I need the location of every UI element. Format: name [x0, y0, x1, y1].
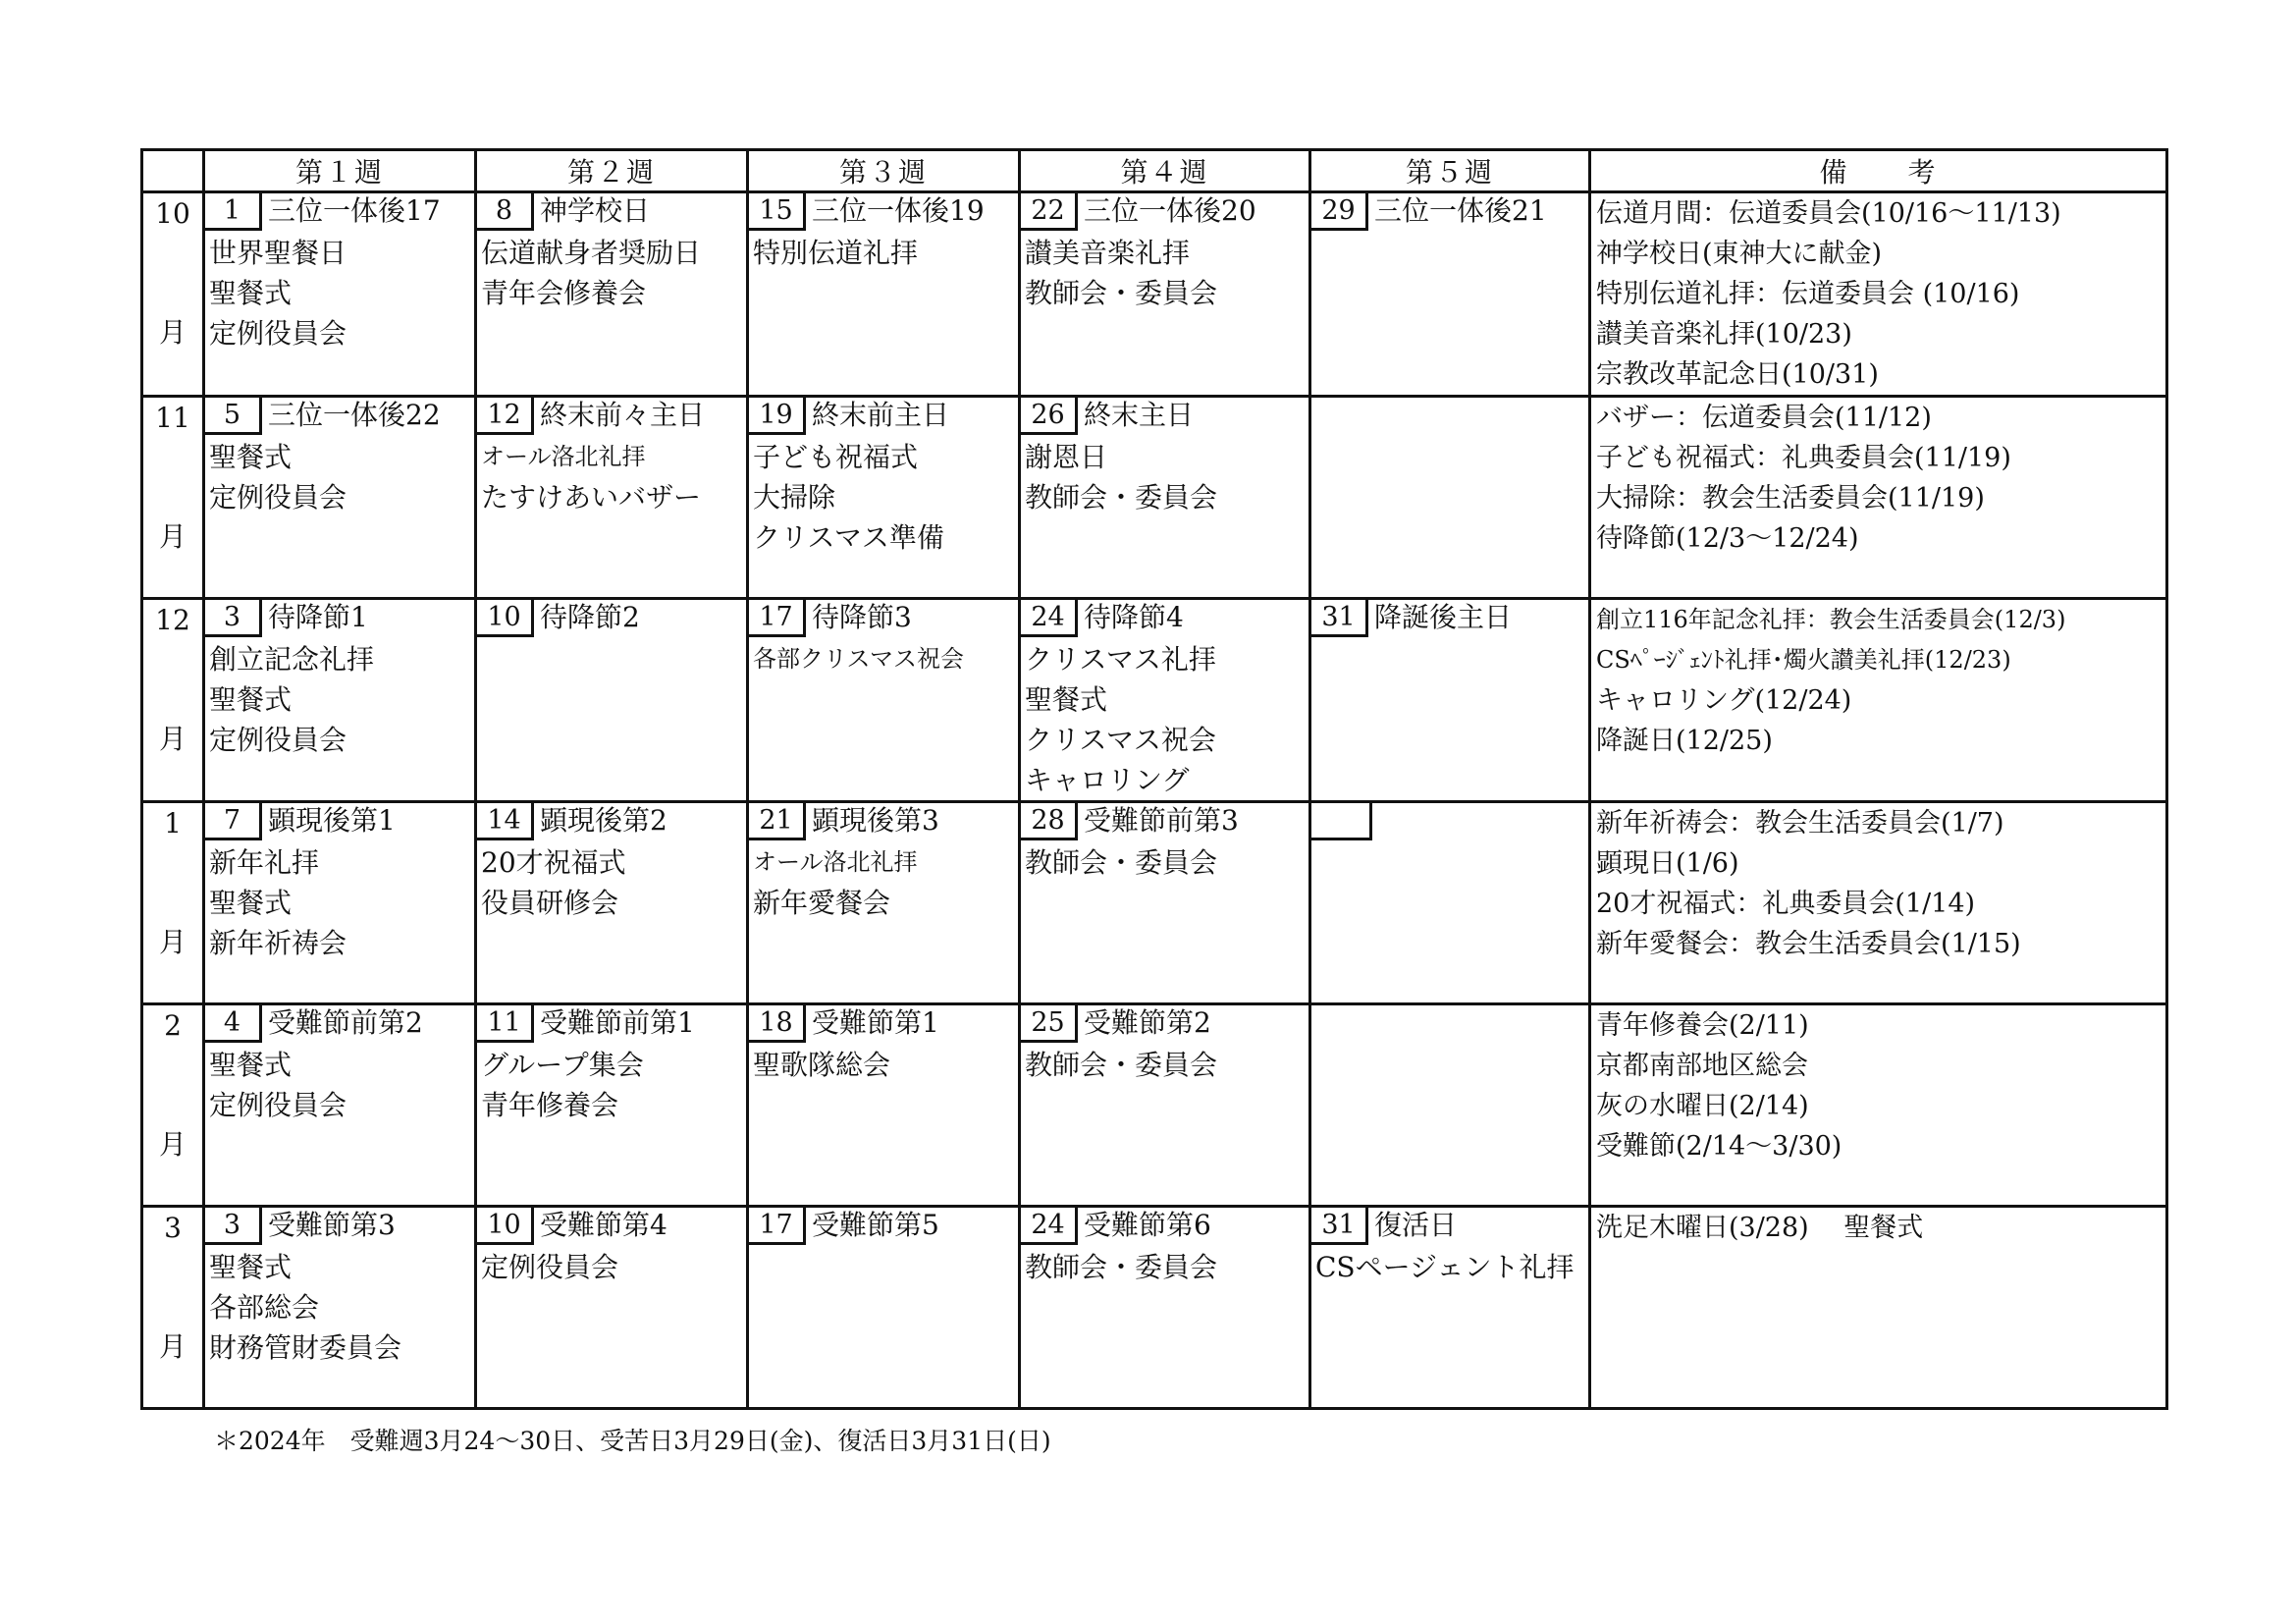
month-number: 2	[164, 1009, 182, 1042]
header-week-4: 第４週	[1020, 150, 1310, 192]
week-header	[749, 193, 1018, 233]
event-item: 聖餐式	[209, 887, 293, 919]
date-number-box: 8	[477, 193, 534, 231]
event-item: 財務管財委員会	[209, 1331, 402, 1364]
event-item: 各部総会	[209, 1291, 320, 1324]
event-list	[205, 639, 474, 760]
week-cell	[204, 1207, 476, 1409]
liturgical-day-title: 顕現後第2	[540, 804, 667, 837]
liturgical-day-title: 顕現後第3	[812, 804, 939, 837]
week-header	[749, 803, 1018, 842]
event-item: 教師会・委員会	[1025, 1251, 1218, 1283]
date-number-box: 28	[1021, 803, 1078, 840]
event-item: 聖餐式	[209, 1049, 293, 1081]
date-number-box: 3	[205, 600, 262, 637]
event-item: 青年修養会	[481, 1089, 619, 1121]
month-label: 月	[158, 723, 187, 755]
note-item: 新年祈祷会：教会生活委員会(1/7)	[1596, 808, 2004, 839]
week-cell	[1020, 1207, 1310, 1409]
note-item: 創立116年記念礼拝：教会生活委員会(12/3)	[1596, 606, 2066, 633]
week-cell	[1020, 192, 1310, 397]
week-cell	[476, 802, 748, 1004]
date-number-box: 3	[205, 1208, 262, 1245]
date-number-box: 24	[1021, 600, 1078, 637]
week-cell	[1310, 599, 1590, 802]
event-item: 伝道献身者奨励日	[481, 237, 702, 269]
note-item: 特別伝道礼拝：伝道委員会 (10/16)	[1596, 279, 2020, 309]
week-cell	[476, 599, 748, 802]
liturgical-day-title	[1372, 803, 1378, 842]
month-label: 月	[158, 926, 187, 958]
week-cell	[748, 1207, 1020, 1409]
event-item: 青年会修養会	[481, 277, 647, 309]
month-number: 12	[155, 604, 190, 636]
liturgical-day-title: 受難節前第1	[540, 1006, 695, 1039]
month-number: 3	[164, 1212, 182, 1244]
note-item: 大掃除：教会生活委員会(11/19)	[1596, 483, 1985, 514]
date-number-box: 22	[1021, 193, 1078, 231]
date-number-box: 12	[477, 398, 534, 435]
event-item: 定例役員会	[209, 1089, 347, 1121]
liturgical-day-title: 受難節第2	[1084, 1006, 1211, 1039]
notes-cell	[1590, 802, 2167, 1004]
liturgical-day-title: 終末前々主日	[540, 399, 706, 431]
event-item: 大掃除	[753, 481, 836, 514]
event-list	[749, 437, 1018, 558]
week-cell	[748, 192, 1020, 397]
month-label: 月	[158, 520, 187, 553]
event-item: 聖餐式	[1025, 683, 1108, 716]
week-cell	[204, 1004, 476, 1207]
week-header	[1021, 1005, 1308, 1045]
liturgical-day-title: 終末主日	[1084, 399, 1195, 431]
month-row	[142, 1004, 2167, 1207]
header-row	[142, 150, 2167, 192]
week-header	[477, 803, 746, 842]
week-cell	[1310, 1207, 1590, 1409]
date-number-box: 10	[477, 600, 534, 637]
event-list	[1021, 1045, 1308, 1085]
month-number: 1	[164, 807, 182, 839]
event-list	[477, 1247, 746, 1287]
month-cell	[142, 599, 204, 802]
event-item: 讃美音楽礼拝	[1025, 237, 1191, 269]
liturgical-day-title: 神学校日	[540, 194, 651, 227]
notes-list	[1591, 1005, 2165, 1166]
event-list	[1021, 639, 1308, 800]
note-item: 顕現日(1/6)	[1596, 848, 1739, 879]
week-cell	[748, 599, 1020, 802]
notes-list	[1591, 193, 2165, 395]
week-cell	[748, 802, 1020, 1004]
month-label: 月	[158, 316, 187, 349]
event-list	[477, 1045, 746, 1125]
week-cell	[204, 599, 476, 802]
event-item: 謝恩日	[1025, 441, 1108, 473]
week-header	[477, 193, 746, 233]
event-list	[205, 437, 474, 517]
week-cell	[1020, 1004, 1310, 1207]
event-item: オール洛北礼拝	[481, 443, 646, 470]
note-item: 京都南部地区総会	[1596, 1051, 1808, 1081]
event-item: CSページェント礼拝	[1315, 1251, 1575, 1283]
week-cell	[204, 192, 476, 397]
liturgical-day-title: 三位一体後17	[268, 194, 441, 227]
notes-list	[1591, 803, 2165, 964]
event-item: 聖歌隊総会	[753, 1049, 891, 1081]
event-item: 聖餐式	[209, 441, 293, 473]
liturgical-day-title: 待降節4	[1084, 601, 1184, 633]
event-item: グループ集会	[481, 1049, 644, 1081]
date-number-box: 31	[1311, 600, 1368, 637]
week-cell	[1310, 192, 1590, 397]
event-item: 定例役員会	[209, 724, 347, 756]
week-header	[205, 1005, 474, 1045]
week-cell	[748, 1004, 1020, 1207]
event-item: たすけあいバザー	[481, 481, 702, 514]
month-row	[142, 1207, 2167, 1409]
notes-list	[1591, 1208, 2165, 1248]
week-header	[1311, 600, 1588, 639]
month-cell	[142, 802, 204, 1004]
note-item: バザー：伝道委員会(11/12)	[1596, 403, 1932, 433]
notes-cell	[1590, 1207, 2167, 1409]
event-item: 新年祈祷会	[209, 927, 347, 959]
date-number-box: 5	[205, 398, 262, 435]
week-header	[205, 1208, 474, 1247]
week-header	[749, 398, 1018, 437]
week-header	[1021, 600, 1308, 639]
event-list	[205, 842, 474, 963]
header-notes: 備 考	[1590, 150, 2167, 192]
note-item: 讃美音楽礼拝(10/23)	[1596, 319, 1852, 350]
event-list	[1021, 1247, 1308, 1287]
week-cell	[476, 397, 748, 599]
date-number-box: 1	[205, 193, 262, 231]
liturgical-day-title: 顕現後第1	[268, 804, 396, 837]
date-number-box: 26	[1021, 398, 1078, 435]
week-cell	[476, 1207, 748, 1409]
week-header	[205, 193, 474, 233]
note-item: 灰の水曜日(2/14)	[1596, 1091, 1809, 1121]
liturgical-day-title: 三位一体後19	[812, 194, 985, 227]
month-cell	[142, 397, 204, 599]
event-item: 聖餐式	[209, 683, 293, 716]
note-item: 新年愛餐会：教会生活委員会(1/15)	[1596, 929, 2021, 959]
notes-cell	[1590, 192, 2167, 397]
week-cell	[1020, 802, 1310, 1004]
liturgical-day-title: 待降節2	[540, 601, 640, 633]
liturgical-day-title: 受難節前第2	[268, 1006, 423, 1039]
week-header	[1021, 1208, 1308, 1247]
week-cell	[204, 802, 476, 1004]
event-item: クリスマス礼拝	[1025, 643, 1216, 676]
notes-list	[1591, 600, 2165, 761]
week-header	[1311, 1208, 1588, 1247]
date-number-box: 31	[1311, 1208, 1368, 1245]
month-row	[142, 599, 2167, 802]
event-item: オール洛北礼拝	[753, 848, 918, 876]
liturgical-day-title: 三位一体後21	[1374, 194, 1547, 227]
week-cell	[1020, 397, 1310, 599]
liturgical-day-title: 受難節第3	[268, 1209, 396, 1241]
date-number-box: 25	[1021, 1005, 1078, 1043]
week-cell	[1310, 397, 1590, 599]
event-item: 定例役員会	[209, 481, 347, 514]
week-header	[477, 398, 746, 437]
header-week-2: 第２週	[476, 150, 748, 192]
week-header	[1021, 398, 1308, 437]
event-item: 定例役員会	[209, 317, 347, 350]
month-number: 11	[155, 402, 190, 434]
annual-calendar-table	[140, 148, 2168, 1410]
liturgical-day-title: 三位一体後22	[268, 399, 441, 431]
event-list	[477, 437, 746, 517]
event-list	[477, 233, 746, 313]
event-item: 役員研修会	[481, 887, 619, 919]
event-item: 定例役員会	[481, 1251, 619, 1283]
note-item: 神学校日(東神大に献金)	[1596, 239, 1883, 269]
header-corner	[142, 150, 204, 192]
date-number-box: 4	[205, 1005, 262, 1043]
event-list	[205, 1247, 474, 1368]
notes-list	[1591, 398, 2165, 559]
note-item: 伝道月間：伝道委員会(10/16～11/13)	[1596, 198, 2061, 229]
week-header	[1021, 193, 1308, 233]
date-number-box: 29	[1311, 193, 1368, 231]
liturgical-day-title: 待降節3	[812, 601, 912, 633]
date-number-box: 18	[749, 1005, 806, 1043]
event-item: 新年礼拝	[209, 846, 320, 879]
note-item: 青年修養会(2/11)	[1596, 1010, 1809, 1041]
event-list	[1021, 437, 1308, 517]
event-item: 新年愛餐会	[753, 887, 891, 919]
event-item: 特別伝道礼拝	[753, 237, 919, 269]
event-list	[205, 233, 474, 353]
date-number-box: 19	[749, 398, 806, 435]
week-header	[477, 1005, 746, 1045]
note-item: キャロリング(12/24)	[1596, 685, 1852, 716]
date-number-box: 14	[477, 803, 534, 840]
event-item: 世界聖餐日	[209, 237, 347, 269]
event-item: 教師会・委員会	[1025, 277, 1218, 309]
liturgical-day-title: 受難節第5	[812, 1209, 939, 1241]
month-cell	[142, 1004, 204, 1207]
week-cell	[1310, 802, 1590, 1004]
note-item: 待降節(12/3～12/24)	[1596, 523, 1859, 554]
month-cell	[142, 192, 204, 397]
date-number-box: 17	[749, 600, 806, 637]
date-number-box: 21	[749, 803, 806, 840]
event-list	[477, 842, 746, 923]
week-header	[205, 803, 474, 842]
event-list	[1021, 842, 1308, 883]
week-cell	[1020, 599, 1310, 802]
week-header	[749, 1005, 1018, 1045]
date-number-box: 15	[749, 193, 806, 231]
event-item: 創立記念礼拝	[209, 643, 375, 676]
header-week-5: 第５週	[1310, 150, 1590, 192]
month-row	[142, 192, 2167, 397]
liturgical-day-title: 受難節前第3	[1084, 804, 1239, 837]
week-header	[1311, 803, 1588, 842]
liturgical-day-title: 三位一体後20	[1084, 194, 1256, 227]
month-label: 月	[158, 1128, 187, 1161]
note-item: 20才祝福式：礼典委員会(1/14)	[1596, 889, 1976, 919]
header-week-1: 第１週	[204, 150, 476, 192]
week-header	[1021, 803, 1308, 842]
liturgical-day-title: 復活日	[1374, 1209, 1458, 1241]
note-item: 降誕日(12/25)	[1596, 726, 1773, 756]
event-item: 聖餐式	[209, 1251, 293, 1283]
liturgical-day-title: 降誕後主日	[1374, 601, 1513, 633]
week-cell	[748, 397, 1020, 599]
event-item: 教師会・委員会	[1025, 846, 1218, 879]
note-item: 洗足木曜日(3/28) 聖餐式	[1596, 1213, 1924, 1243]
event-item: キャロリング	[1025, 764, 1190, 796]
event-list	[749, 639, 1018, 679]
event-list	[749, 233, 1018, 273]
notes-cell	[1590, 397, 2167, 599]
note-item: 子ども祝福式：礼典委員会(11/19)	[1596, 443, 2011, 473]
liturgical-day-title: 受難節第1	[812, 1006, 939, 1039]
liturgical-day-title: 終末前主日	[812, 399, 950, 431]
week-header	[749, 600, 1018, 639]
date-number-box	[1311, 803, 1372, 840]
week-header	[477, 600, 746, 639]
liturgical-day-title: 待降節1	[268, 601, 368, 633]
date-number-box: 17	[749, 1208, 806, 1245]
event-item: 各部クリスマス祝会	[753, 645, 965, 673]
week-cell	[1310, 1004, 1590, 1207]
event-list	[1021, 233, 1308, 313]
month-label: 月	[158, 1330, 187, 1363]
header-week-3: 第３週	[748, 150, 1020, 192]
event-item: 子ども祝福式	[753, 441, 919, 473]
event-item: クリスマス祝会	[1025, 724, 1216, 756]
note-item: 受難節(2/14～3/30)	[1596, 1131, 1842, 1162]
month-row	[142, 397, 2167, 599]
month-number: 10	[155, 197, 190, 230]
event-list	[749, 842, 1018, 923]
week-cell	[476, 1004, 748, 1207]
event-list	[749, 1045, 1018, 1085]
date-number-box: 24	[1021, 1208, 1078, 1245]
notes-cell	[1590, 599, 2167, 802]
week-cell	[204, 397, 476, 599]
note-item: 宗教改革記念日(10/31)	[1596, 359, 1879, 390]
event-item: 20才祝福式	[481, 846, 626, 879]
footnote: ＊2024年 受難週3月24～30日、受苦日3月29日(金)、復活日3月31日(日)	[214, 1427, 1051, 1455]
event-list	[205, 1045, 474, 1125]
week-header	[205, 600, 474, 639]
week-header	[477, 1208, 746, 1247]
event-item: 教師会・委員会	[1025, 1049, 1218, 1081]
month-row	[142, 802, 2167, 1004]
week-cell	[476, 192, 748, 397]
event-list	[1311, 1247, 1588, 1287]
date-number-box: 7	[205, 803, 262, 840]
liturgical-day-title: 受難節第4	[540, 1209, 667, 1241]
notes-cell	[1590, 1004, 2167, 1207]
event-item: 聖餐式	[209, 277, 293, 309]
week-header	[749, 1208, 1018, 1247]
calendar-body	[142, 192, 2167, 1409]
event-item: 教師会・委員会	[1025, 481, 1218, 514]
month-cell	[142, 1207, 204, 1409]
event-item: クリスマス準備	[753, 521, 944, 554]
week-header	[1311, 193, 1588, 233]
week-header	[205, 398, 474, 437]
note-item: CSﾍﾟｰｼﾞｪﾝﾄ礼拝･燭火讃美礼拝(12/23)	[1596, 646, 2011, 674]
date-number-box: 11	[477, 1005, 534, 1043]
liturgical-day-title: 受難節第6	[1084, 1209, 1211, 1241]
date-number-box: 10	[477, 1208, 534, 1245]
